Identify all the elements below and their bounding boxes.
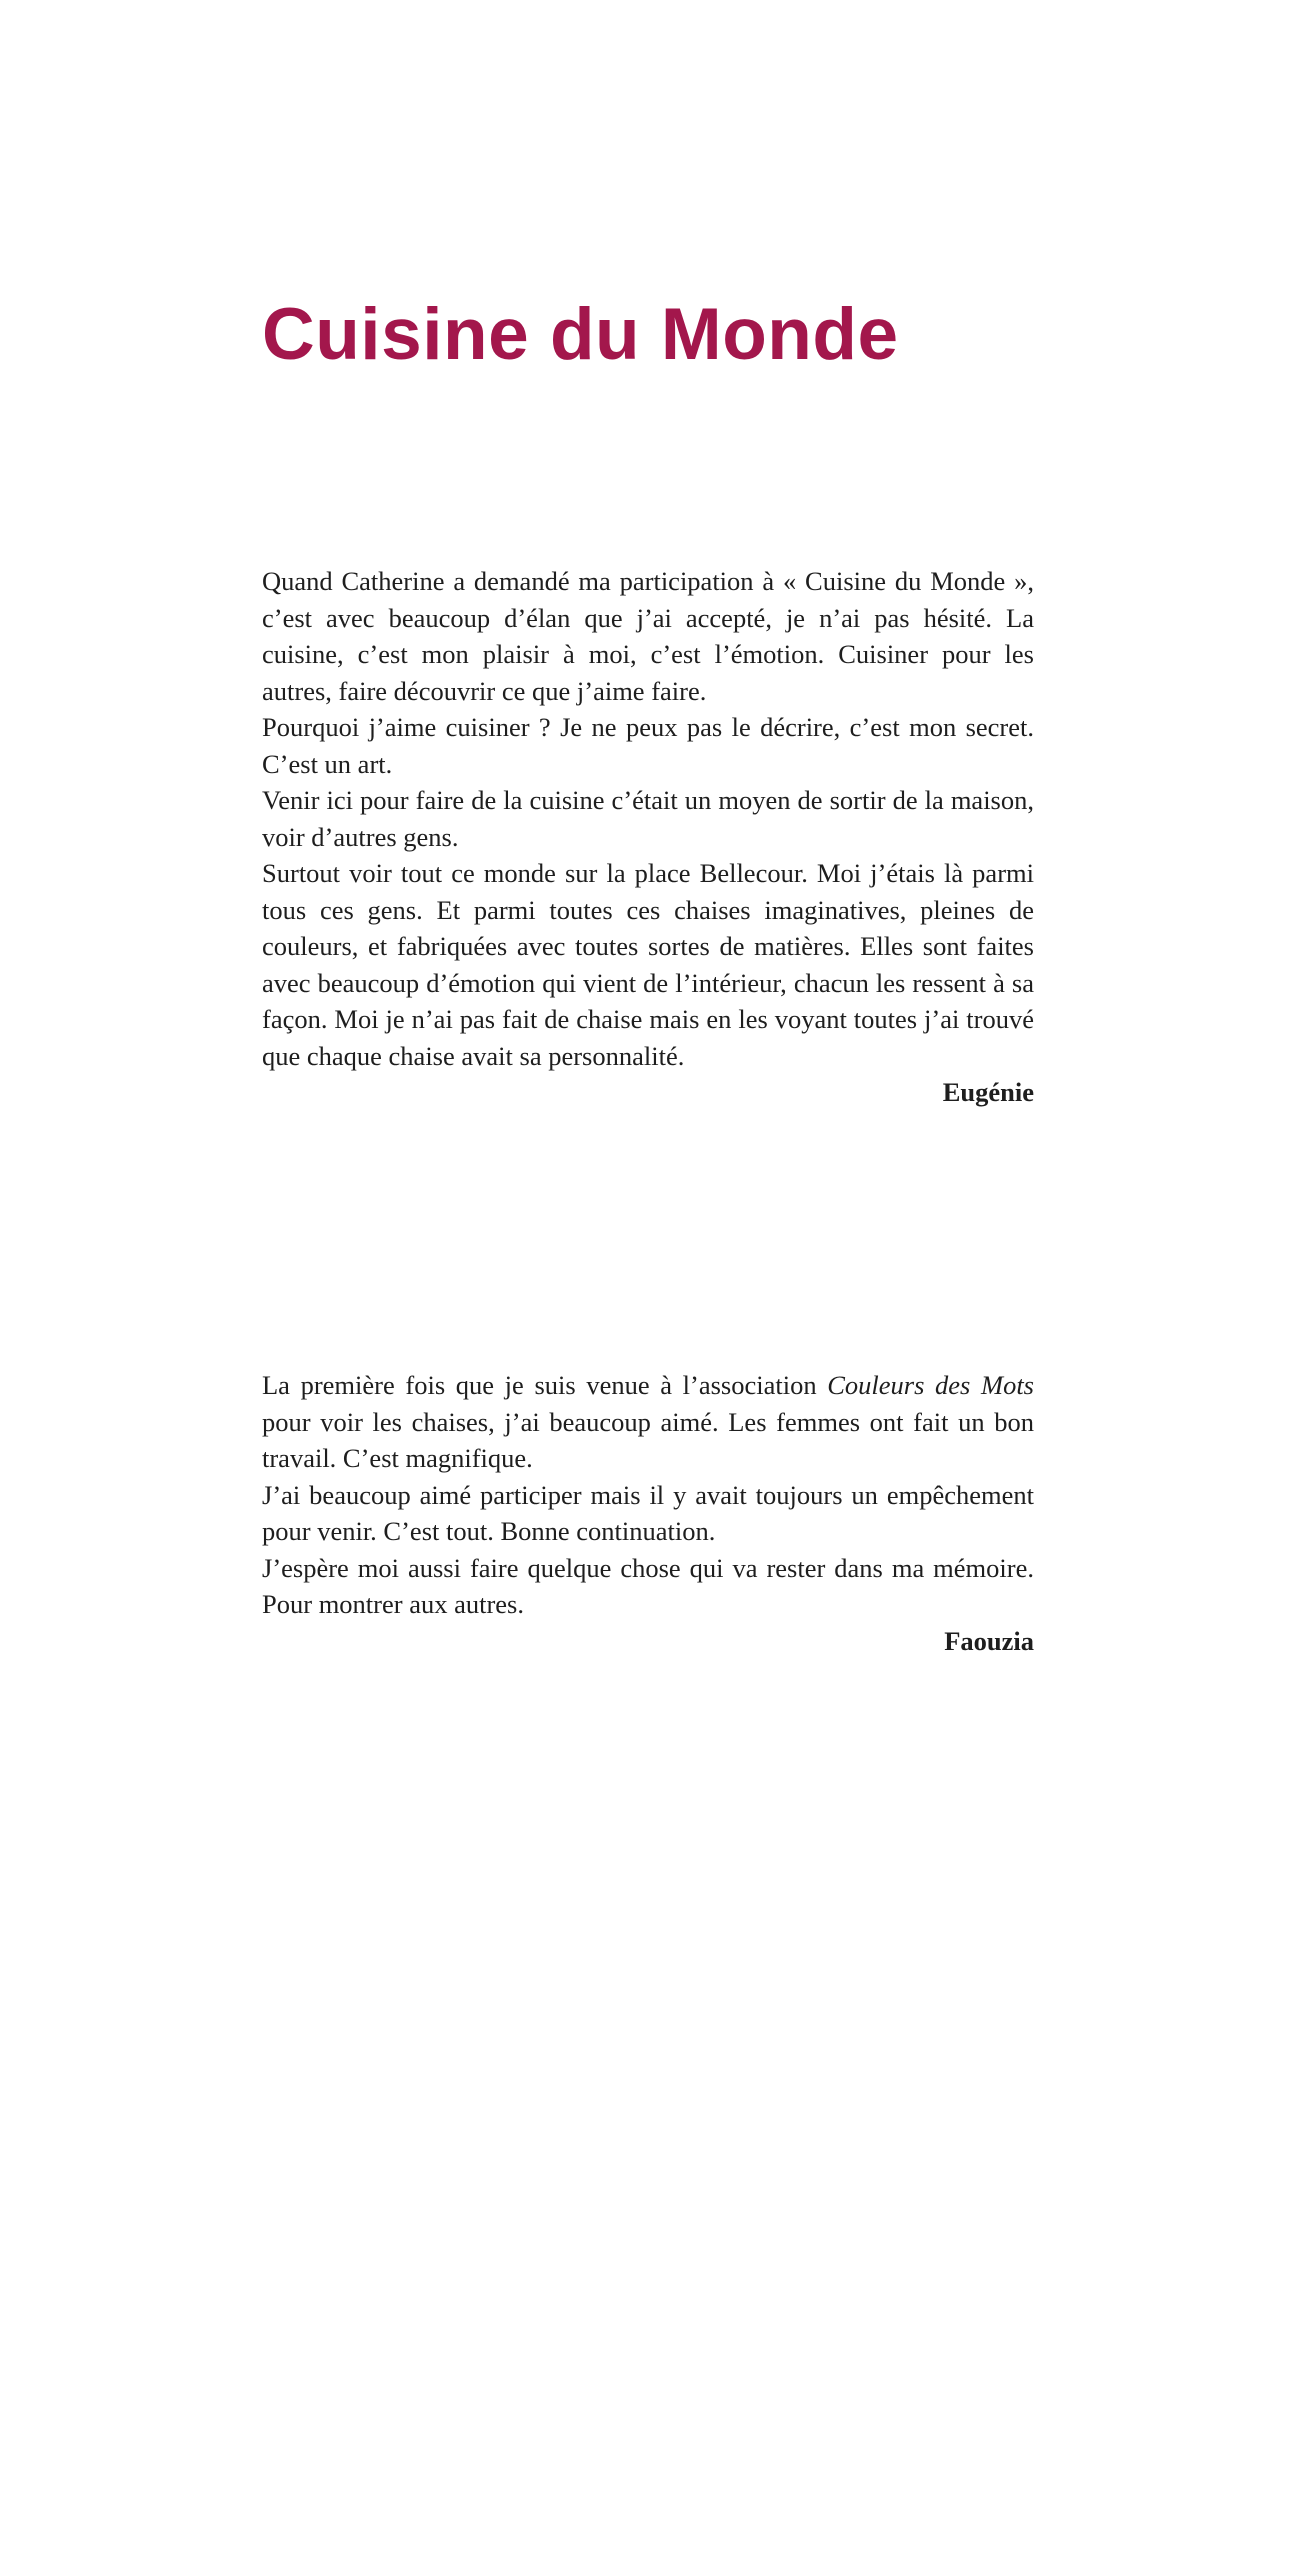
association-name: Couleurs des Mots [827, 1370, 1034, 1400]
paragraph-text: La première fois que je suis venue à l’association [262, 1370, 828, 1400]
paragraph: Pourquoi j’aime cuisiner ? Je ne peux pas le décrire, c’est mon secret. C’est un art. [262, 712, 1034, 779]
signature-eugenie: Eugénie [942, 1077, 1034, 1107]
signature-faouzia: Faouzia [944, 1625, 1034, 1656]
paragraph [262, 1367, 1034, 1477]
page-title: Cuisine du Monde [262, 294, 899, 375]
paragraph: Surtout voir tout ce monde sur la place Bellecour. Moi j’étais là parmi tous ces gens. Et parmi toutes ces chaises imaginatives, pleines de couleurs, et fabriquées avec toutes sortes de matières. Elles sont faites avec beaucoup d’émotion qui vient de l’intérieur, chacun les ressent à sa façon. Moi je n’ai pas fait de chaise mais en les voyant toutes j’ai trouvé que chaque chaise avait sa personnalité. [262, 858, 1034, 1071]
paragraph: J’espère moi aussi faire quelque chose qui va rester dans ma mémoire. Pour montrer aux autres. [262, 1552, 1034, 1619]
testimony-faouzia [262, 1367, 1034, 1659]
paragraph: Quand Catherine a demandé ma participation à « Cuisine du Monde », c’est avec beaucoup d’élan que j’ai accepté, je n’ai pas hésité. La cuisine, c’est mon plaisir à moi, c’est l’émotion. Cuisiner pour les autres, faire découvrir ce que j’aime faire. [262, 566, 1034, 706]
testimony-eugenie [262, 563, 1034, 1111]
paragraph: Venir ici pour faire de la cuisine c’était un moyen de sortir de la maison, voir d’autres gens. [262, 785, 1034, 852]
paragraph-text: pour voir les chaises, j’ai beaucoup aimé. Les femmes ont fait un bon travail. C’est magnifique. [262, 1406, 1034, 1473]
paragraph: J’ai beaucoup aimé participer mais il y avait toujours un empêchement pour venir. C’est tout. Bonne continuation. [262, 1479, 1034, 1546]
